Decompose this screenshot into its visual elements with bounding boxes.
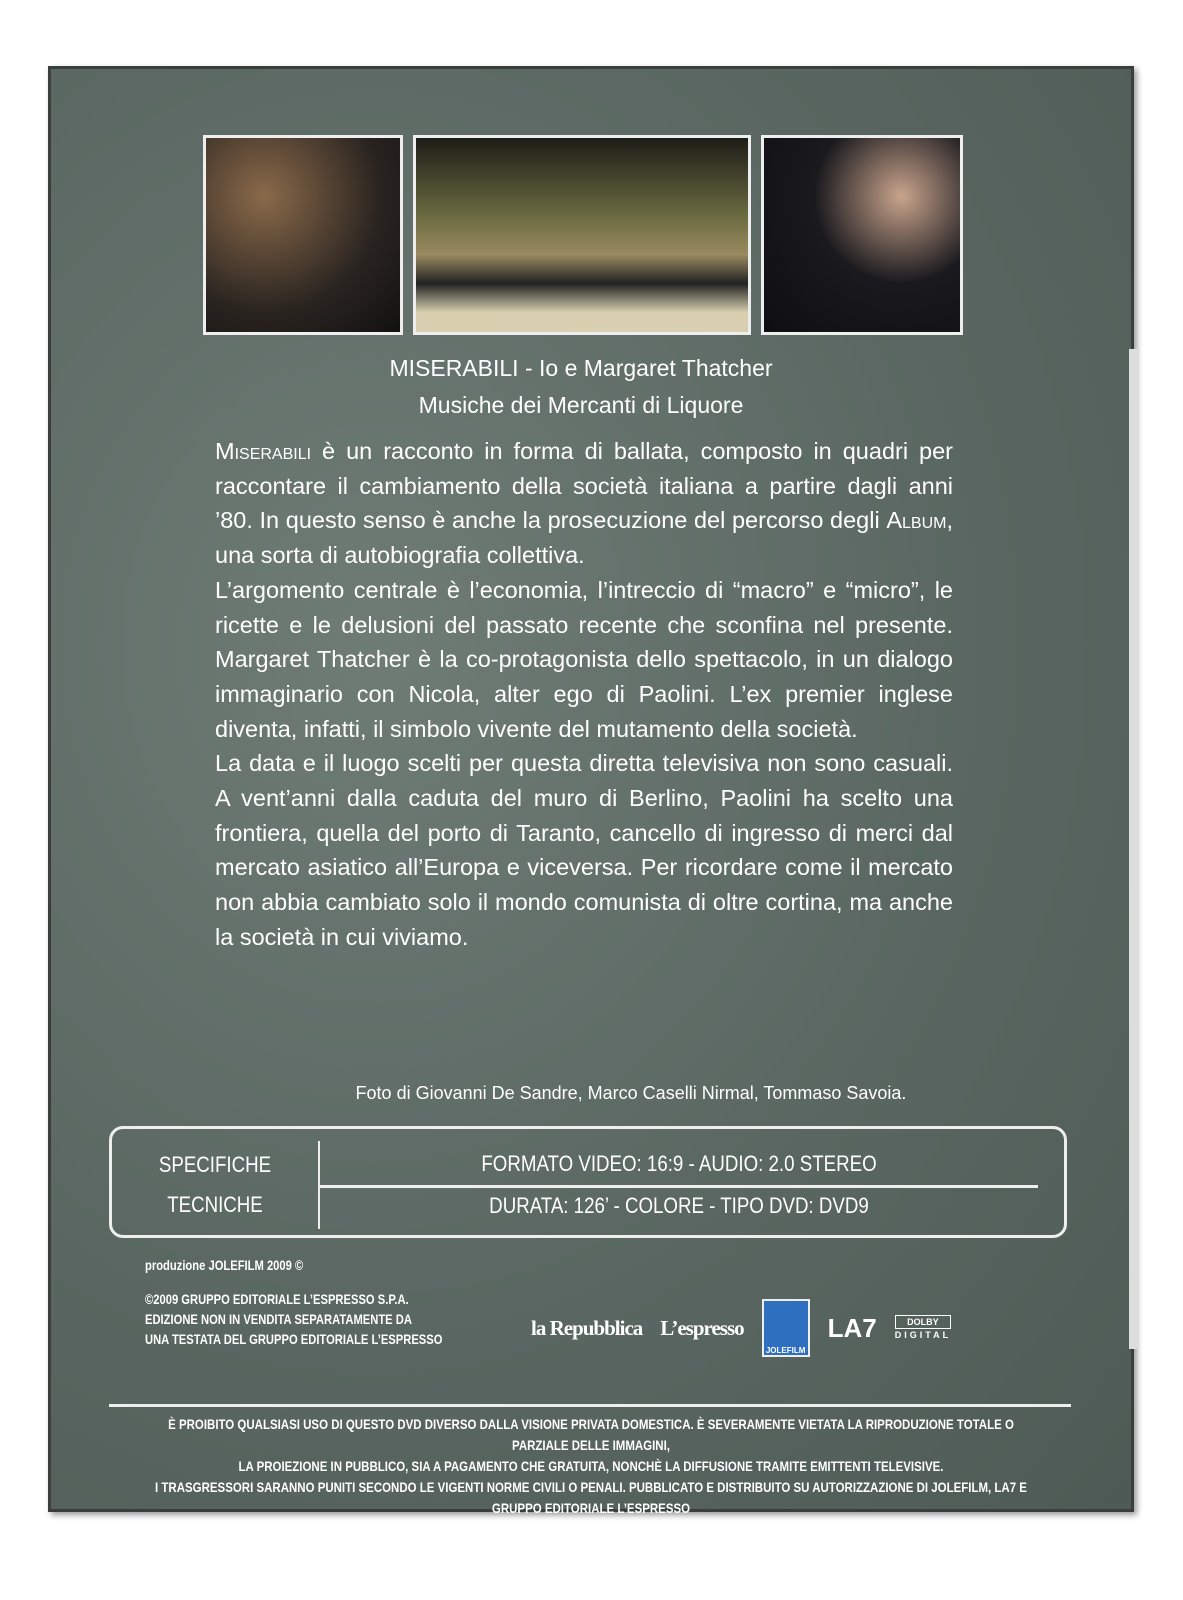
divider xyxy=(109,1404,1071,1407)
jolefilm-text: JOLEFILM xyxy=(765,1346,806,1355)
p1-text-b: , una sorta di autobiografia collettiva. xyxy=(215,507,953,569)
logos xyxy=(531,1299,951,1357)
specs-row-1: FORMATO VIDEO: 16:9 - AUDIO: 2.0 STEREO xyxy=(481,1151,877,1176)
photo-actors-dialogue xyxy=(203,135,403,335)
paragraph-2: L’argomento centrale è l’economia, l’intreccio di “macro” e “micro”, le ricette e le delusioni del passato recente che sconfina nel presente. Margaret Thatcher è la co-protagonista dello spettacolo, in un dialogo immaginario con Nicola, alter ego di Paolini. L’ex premier inglese diventa, infatti, il simbolo vivente del mutamento della società. xyxy=(215,576,953,742)
copyright-line: ©2009 GRUPPO EDITORIALE L’ESPRESSO S.P.A. xyxy=(145,1291,409,1307)
p1-text-a: è un racconto in forma di ballata, composto in quadri per raccontare il cambiamento della società italiana a partire dagli anni ’80. In questo senso è anche la prosecuzione del percorso degli xyxy=(215,438,953,534)
case-edge xyxy=(1129,349,1139,1349)
la7-logo: LA7 xyxy=(827,1312,877,1343)
legal-line: LA PROIEZIONE IN PUBBLICO, SIA A PAGAMENTO CHE GRATUITA, NONCHÈ LA DIFFUSIONE TRAMITE EMITTENTI TELEVISIVE. xyxy=(238,1458,944,1474)
tech-specs-box xyxy=(109,1126,1067,1238)
legal-line: I TRASGRESSORI SARANNO PUNITI SECONDO LE VIGENTI NORME CIVILI O PENALI. PUBBLICATO E DISTRIBUITO SU AUTORIZZAZIONE DI JOLEFILM, LA7 E GRUPPO EDITORIALE L’ESPRESSO xyxy=(155,1479,1027,1516)
repubblica-logo: la Repubblica xyxy=(531,1315,643,1340)
production-credit: produzione JOLEFILM 2009 © xyxy=(145,1257,304,1273)
legal-notice xyxy=(148,1414,1034,1519)
photo-actor-gesturing xyxy=(761,135,963,335)
jolefilm-logo xyxy=(762,1299,810,1357)
specs-label-2: TECNICHE xyxy=(167,1192,263,1217)
espresso-logo: L’espresso xyxy=(660,1315,744,1340)
dolby-text: DOLBY xyxy=(895,1315,951,1329)
dolby-logo xyxy=(895,1315,951,1341)
specs-row-2: DURATA: 126’ - COLORE - TIPO DVD: DVD9 xyxy=(489,1193,869,1218)
dvd-back-cover xyxy=(48,66,1134,1516)
album-word: Album xyxy=(886,507,947,534)
specs-label xyxy=(127,1145,302,1225)
copyright-line: EDIZIONE NON IN VENDITA SEPARATAMENTE DA xyxy=(145,1311,412,1327)
title: MISERABILI - Io e Margaret Thatcher xyxy=(389,355,773,381)
paragraph-1 xyxy=(215,434,953,573)
subtitle: Musiche dei Mercanti di Liquore xyxy=(418,392,744,418)
legal-line: È PROIBITO QUALSIASI USO DI QUESTO DVD DIVERSO DALLA VISIONE PRIVATA DOMESTICA. È SEVERAMENTE VIETATA LA RIPRODUZIONE TOTALE O PARZIALE DELLE IMMAGINI, xyxy=(168,1416,1014,1453)
photo-credits: Foto di Giovanni De Sandre, Marco Caselli Nirmal, Tommaso Savoia. xyxy=(355,1083,907,1103)
description xyxy=(215,434,953,955)
paragraph-3: La data e il luogo scelti per questa diretta televisiva non sono casuali. A vent’anni dalla caduta del muro di Berlino, Paolini ha scelto una frontiera, quella del porto di Taranto, cancello di ingresso di merci dal mercato asiatico all’Europa e viceversa. Per ricordare come il mercato non abbia cambiato solo il mondo comunista di oltre cortina, ma anche la società in cui viviamo. xyxy=(215,750,953,950)
specs-label-1: SPECIFICHE xyxy=(158,1152,272,1177)
lead-word: Miserabili xyxy=(215,438,312,464)
digital-text: DIGITAL xyxy=(894,1330,952,1340)
copyright xyxy=(145,1289,442,1349)
divider xyxy=(320,1185,1038,1188)
copyright-line: UNA TESTATA DEL GRUPPO EDITORIALE L’ESPRESSO xyxy=(145,1331,443,1347)
photo-stage-band xyxy=(413,135,751,335)
